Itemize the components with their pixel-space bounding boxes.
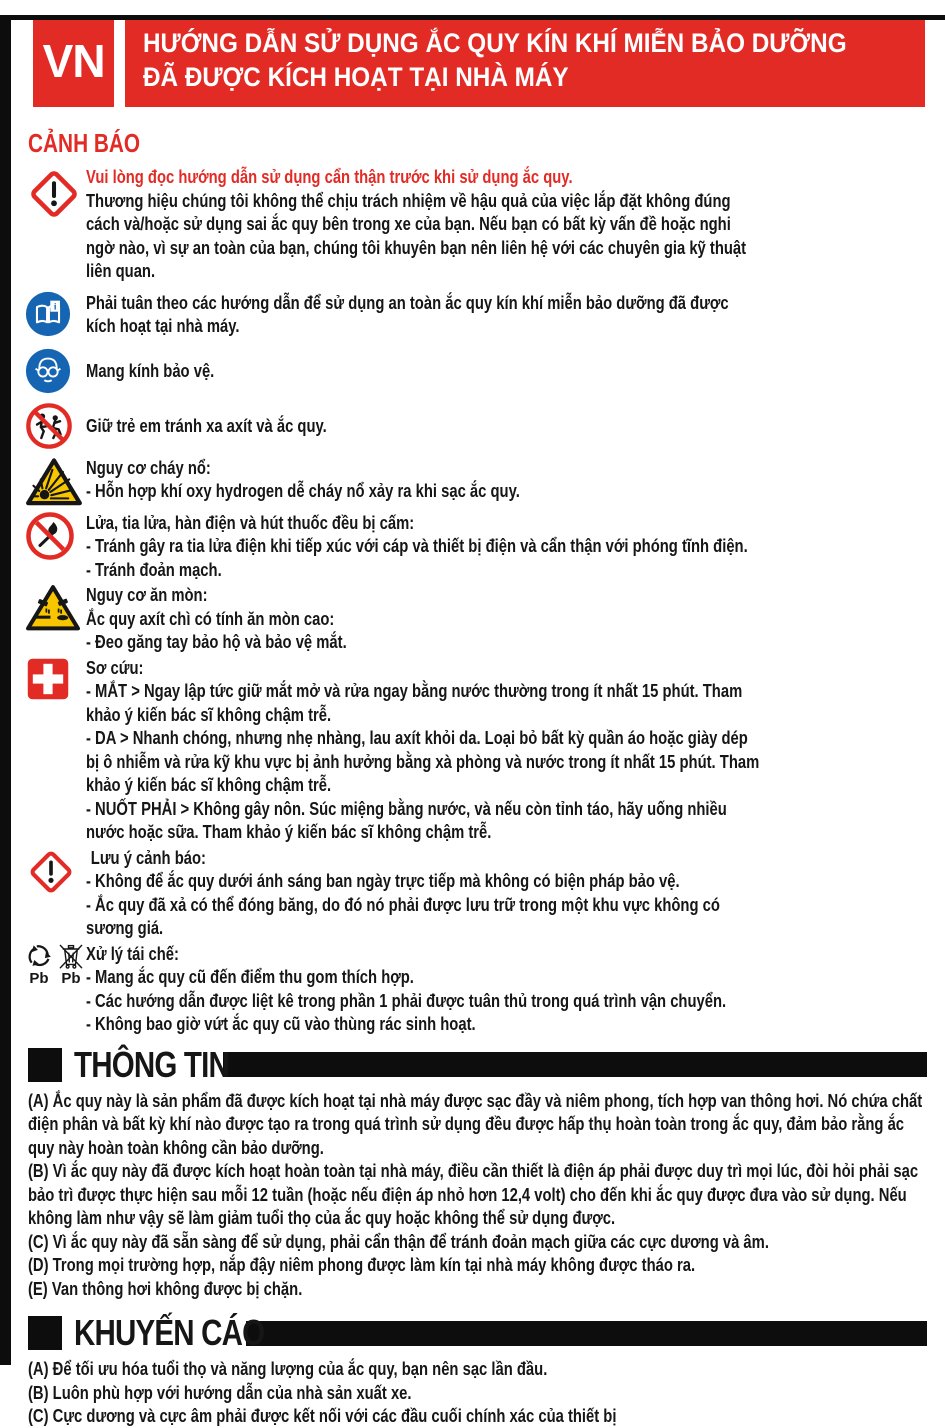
warning-bullet: - NUỐT PHẢI > Không gây nôn. Súc miệng bằng nước, và nếu còn tỉnh táo, hãy uống nhiều nước hoặc sữa. Tham khảo ý kiến bác sĩ không chậm trễ. [86, 797, 727, 842]
info-paragraphs [28, 1089, 927, 1301]
warning-title: Lưu ý cảnh báo: [90, 846, 206, 868]
warning-title: Nguy cơ ăn mòn: [86, 584, 208, 605]
warning-bullet: - MẮT > Ngay lập tức giữ mắt mở và rửa ngay bằng nước thường trong ít nhất 15 phút. Tham khảo ý kiến bác sĩ không chậm trễ. [86, 680, 743, 725]
document-title [125, 15, 925, 107]
warning-title: Lửa, tia lửa, hàn điện và hút thuốc đều bị cấm: [86, 511, 415, 533]
warning-bullet: - Không bao giờ vứt ắc quy cũ vào thùng rác sinh hoạt. [86, 1013, 476, 1034]
info-paragraph-d: (D) Trong mọi trường hợp, nắp đậy niêm phong được làm kín tại nhà máy không được tháo ra. [28, 1254, 696, 1275]
warning-bullet: - Đeo găng tay bảo hộ và bảo vệ mắt. [86, 631, 347, 652]
warning-item-eye-protection [22, 348, 930, 394]
warning-item-text [86, 656, 761, 844]
recycle-lead-battery-icons [22, 942, 86, 1036]
warning-item-text [86, 583, 761, 654]
warning-item-text [86, 456, 761, 507]
warning-bullet: - Tránh đoản mạch. [86, 558, 222, 580]
warning-item-explosion-hazard [22, 456, 930, 507]
language-badge: VN [33, 15, 114, 107]
corrosion-hazard-icon [22, 583, 86, 654]
warning-body: Giữ trẻ em tránh xa axít và ắc quy. [86, 414, 327, 436]
warning-item-first-aid [22, 656, 930, 844]
recommendation-section [28, 1314, 927, 1428]
warning-title: Nguy cơ cháy nổ: [86, 456, 211, 478]
warning-body: Phải tuân theo các hướng dẫn để sử dụng an toàn ắc quy kín khí miễn bảo dưỡng đã được kích hoạt tại nhà máy. [86, 291, 729, 336]
info-paragraph-e: (E) Van thông hơi không được bị chặn. [28, 1277, 303, 1299]
warning-lead: Vui lòng đọc hướng dẫn sử dụng cẩn thận trước khi sử dụng ắc quy. [86, 166, 573, 187]
warning-body: Thương hiệu chúng tôi không thể chịu trách nhiệm về hậu quả của việc lắp đặt không đúng cách và/hoặc sử dụng sai ắc quy bên trong xe của bạn. Nếu bạn có bất kỳ vấn đề hoặc nghi ngờ nào, vì sự an toàn của bạn, chúng tôi khuyên bạn nên liên hệ với các chuyên gia kỹ thuật liên quan. [86, 189, 747, 281]
keep-children-away-icon [22, 402, 86, 450]
warning-bullet: - DA > Nhanh chóng, nhưng nhẹ nhàng, lau axít khỏi da. Loại bỏ bất kỳ quần áo hoặc giày dép bị ô nhiễm và rửa kỹ khu vực bị ảnh hưởng bằng xà phòng và nước trong ít nhất 15 phút. Tham khảo ý kiến bác sĩ không chậm trễ. [86, 727, 760, 795]
title-line-2: ĐÃ ĐƯỢC KÍCH HOẠT TẠI NHÀ MÁY [143, 62, 569, 92]
info-heading-label: THÔNG TIN [74, 1043, 229, 1085]
warning-item-text [86, 291, 761, 338]
ghs-exclamation-icon [22, 846, 86, 940]
warning-item-recycling [22, 942, 930, 1036]
title-line-1: HƯỚNG DẪN SỬ DỤNG ẮC QUY KÍN KHÍ MIỄN BẢO DƯỠNG [143, 28, 847, 58]
warning-title: Xử lý tái chế: [86, 942, 179, 964]
warning-item-no-fire [22, 511, 930, 582]
warning-list [22, 165, 930, 1036]
heading-bar [246, 1321, 927, 1346]
explosion-hazard-icon [22, 456, 86, 507]
warning-body: Mang kính bảo vệ. [86, 359, 215, 381]
pb-label: Pb [61, 969, 81, 987]
warning-bullet: - Không để ắc quy dưới ánh sáng ban ngày trực tiếp mà không có biện pháp bảo vệ. [86, 870, 680, 891]
warning-item-keep-children-away [22, 402, 930, 450]
info-section-heading [28, 1043, 927, 1085]
recommendation-paragraphs [28, 1357, 927, 1428]
warning-item-text [86, 942, 761, 1036]
info-paragraph-c: (C) Vì ắc quy này đã sẵn sàng để sử dụng, phải cẩn thận để tránh đoản mạch giữa các cực dương và âm. [28, 1230, 769, 1252]
recommendation-section-heading [28, 1314, 927, 1352]
first-aid-icon [22, 656, 86, 844]
crossed-out-bin-icon [57, 942, 85, 970]
heading-square [28, 1316, 62, 1350]
page-edge-left [0, 15, 11, 1365]
warning-bullet: - Mang ắc quy cũ đến điểm thu gom thích hợp. [86, 966, 414, 987]
svg-text:i: i [53, 301, 57, 312]
recommendation-paragraph-a: (A) Để tối ưu hóa tuổi thọ và năng lượng của ắc quy, bạn nên sạc lần đầu. [28, 1358, 548, 1379]
ghs-exclamation-icon [22, 165, 86, 283]
recommendation-paragraph-c: (C) Cực dương và cực âm phải được kết nối với các đầu cuối chính xác của thiết bị [28, 1405, 617, 1426]
warning-bullet: - Ắc quy đã xả có thể đóng băng, do đó nó phải được lưu trữ trong một khu vực không có sương giá. [86, 893, 720, 938]
recommendation-paragraph-b: (B) Luôn phù hợp với hướng dẫn của nhà sản xuất xe. [28, 1381, 412, 1403]
warning-subtitle: Ắc quy axít chì có tính ăn mòn cao: [86, 607, 335, 629]
warning-item-text [86, 511, 761, 582]
warning-item-text [86, 359, 761, 383]
info-section [28, 1043, 927, 1301]
warning-item-text [86, 846, 761, 940]
page-edge-top [0, 15, 945, 20]
warning-title: Sơ cứu: [86, 656, 144, 678]
info-paragraph-a: (A) Ắc quy này là sản phẩm đã được kích hoạt tại nhà máy được sạc đầy và niêm phong, tích hợp van thông hơi. Nó chứa chất điện phân và bất kỳ khí nào được tạo ra trong quá trình sử dụng đều được hấp thụ hoàn toàn trong ắc quy, đảm bảo rằng ắc quy này hoàn toàn không cần bảo dưỡng. [28, 1089, 923, 1158]
warning-item-caution-notes [22, 846, 930, 940]
warning-heading-label: CẢNH BÁO [28, 128, 141, 158]
pb-label: Pb [29, 969, 49, 987]
recycle-icon [25, 942, 53, 970]
heading-bar [223, 1052, 927, 1077]
warning-bullet: - Các hướng dẫn được liệt kê trong phần 1 phải được tuân thủ trong quá trình vận chuyển. [86, 989, 727, 1011]
warning-section-heading [28, 127, 925, 157]
warning-item-text [86, 414, 761, 438]
warning-bullet: - Hỗn hợp khí oxy hydrogen dễ cháy nổ xảy ra khi sạc ắc quy. [86, 480, 520, 501]
document-header [33, 15, 925, 107]
warning-item-corrosion [22, 583, 930, 654]
info-paragraph-b: (B) Vì ắc quy này đã được kích hoạt hoàn toàn tại nhà máy, điều cần thiết là điện áp phải được duy trì mọi lúc, đòi hỏi phải sạc bảo trì được thực hiện sau mỗi 12 tuần (hoặc nếu điện áp nhỏ hơn 12,4 volt) cho đến khi ắc quy được đưa vào sử dụng. Nếu không làm như vậy sẽ làm giảm tuổi thọ của ắc quy hoặc không thể sử dụng được. [28, 1160, 919, 1228]
heading-square [28, 1048, 62, 1082]
warning-item-text [86, 165, 761, 283]
no-fire-sparks-smoking-icon [22, 511, 86, 582]
warning-item-follow-instructions [22, 291, 930, 338]
recommendation-heading-label: KHUYẾN CÁO [74, 1312, 265, 1353]
warning-item-read-carefully [22, 165, 930, 283]
warning-bullet: - Tránh gây ra tia lửa điện khi tiếp xúc với cáp và thiết bị điện và cẩn thận với phóng tĩnh điện. [86, 535, 748, 556]
read-instructions-icon [22, 291, 86, 337]
wear-eye-protection-icon [22, 348, 86, 394]
